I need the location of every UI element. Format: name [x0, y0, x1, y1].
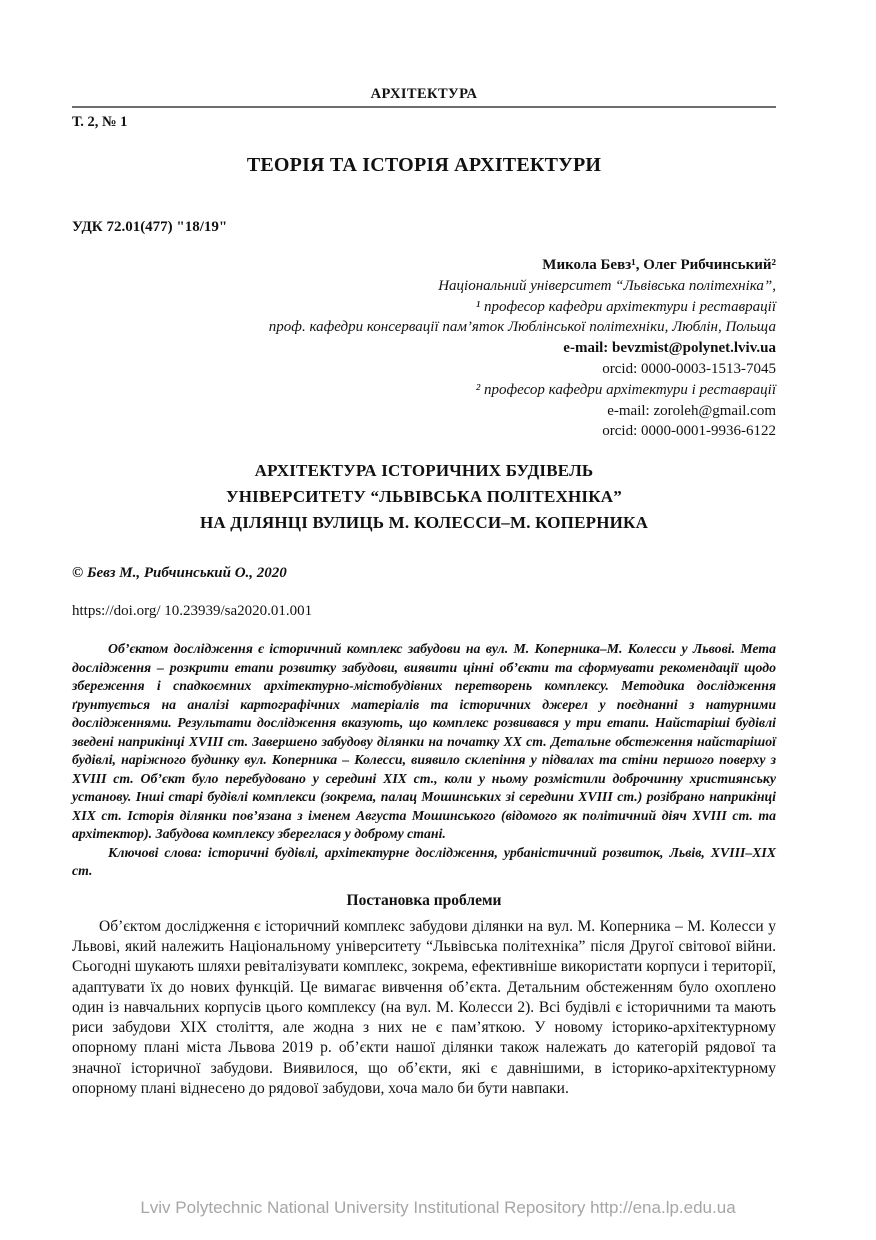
header-rule: [72, 106, 776, 108]
doi-line: https://doi.org/ 10.23939/sa2020.01.001: [72, 603, 313, 620]
keywords-text: Ключові слова: історичні будівлі, архітектурне дослідження, урбаністичний розвиток, Львів, XVIII–ХІХ ст.: [72, 844, 776, 879]
repository-footer: Lviv Polytechnic National University Institutional Repository http://ena.lp.edu.ua: [140, 1198, 736, 1217]
author1-email: e-mail: bevzmist@polynet.lviv.ua: [563, 340, 776, 357]
author1-orcid: orcid: 0000-0003-1513-7045: [602, 360, 776, 377]
abstract-block: [72, 640, 776, 881]
author2-email: e-mail: zoroleh@gmail.com: [607, 402, 776, 419]
volume-issue-label: Т. 2, № 1: [72, 114, 128, 130]
article-title-line-1: АРХІТЕКТУРА ІСТОРИЧНИХ БУДІВЕЛЬ: [254, 461, 594, 481]
abstract-text: Об’єктом дослідження є історичний комплекс забудови на вул. М. Коперника–М. Колесси у Львові. Мета дослідження – розкрити етапи розвитку забудови, виявити цінні об’єкти та сформувати рекомендації щодо збереження і спадкоємних архітектурно-містобудівних перетворень комплексу. Методика дослідження ґрунтується на аналізі картографічних матеріалів та історичних джерел у поєднанні з натурними дослідженнями. Результати дослідження вказують, що комплекс розвивався у три етапи. Найстаріші будівлі зведені наприкінці XVIII ст. Завершено забудову ділянки на початку ХХ ст. Детальне обстеження найстарішої будівлі, наріжного будинку вул. Коперника – Колесси, виявило склепіння у підвалах та стіни першого поверху з XVIII ст. Об’єкт було перебудовано у середині ХІХ ст., коли у ньому розмістили доброчинну християнську установу. Інші старі будівлі комплекси (зокрема, палац Мошинських зі середини XVIII ст.) розібрано наприкінці ХІХ ст. Історія ділянки пов’язана з іменем Августа Мошинського (відомого як політичний діяч XVIII ст. та архітектор). Забудова комплексу збереглася у доброму стані.: [72, 641, 776, 842]
author-names: Микола Бевз¹, Олег Рибчинський²: [542, 257, 776, 273]
article-title: [72, 458, 776, 536]
author2-orcid: orcid: 0000-0001-9936-6122: [602, 423, 776, 440]
copyright-line: © Бевз М., Рибчинський О., 2020: [72, 565, 287, 582]
journal-section-title: ТЕОРІЯ ТА ІСТОРІЯ АРХІТЕКТУРИ: [246, 154, 602, 176]
author-block: [72, 255, 776, 442]
section-heading-problem-statement: Постановка проблеми: [346, 891, 502, 909]
author1-role: ¹ професор кафедри архітектури і реставрації: [475, 298, 776, 315]
running-head-journal-section: АРХІТЕКТУРА: [370, 86, 478, 102]
author1-role-extra: проф. кафедри консервації пам’яток Люблінської політехніки, Люблін, Польща: [268, 319, 776, 336]
udk-classification: УДК 72.01(477) "18/19": [72, 219, 228, 235]
author2-role: ² професор кафедри архітектури і реставрації: [475, 381, 776, 398]
author-affiliation: Національний університет “Львівська політехніка”,: [438, 277, 776, 294]
body-paragraph-1: Об’єктом дослідження є історичний комплекс забудови ділянки на вул. М. Коперника – М. Колесси у Львові, який належить Національному університету “Львівська політехніка” після Другої світової війни. Сьогодні шукають шляхи ревіталізувати комплекс, зокрема, ефективніше використати корпуси і території, адаптувати їх до нових функцій. Це вимагає вивчення об’єкта. Детальним обстеженням було охоплено один із навчальних корпусів цього комплексу (на вул. М. Колесси 2). Всі будівлі є історичними та мають риси забудови ХІХ століття, але жодна з них не є пам’яткою. У новому історико-архітектурному опорному плані міста Львова 2019 р. об’єкти нашої ділянки також належать до категорій рядової та значної історичної забудови. Виявилося, що об’єкти, які є давнішими, в історико-архітектурному опорному плані віднесено до рядової забудови, хоча мало би бути навпаки.: [72, 917, 776, 1098]
article-title-line-2: УНІВЕРСИТЕТУ “ЛЬВІВСЬКА ПОЛІТЕХНІКА”: [226, 487, 622, 507]
article-title-line-3: НА ДІЛЯНЦІ ВУЛИЦЬ М. КОЛЕССИ–М. КОПЕРНИКА: [199, 513, 649, 533]
